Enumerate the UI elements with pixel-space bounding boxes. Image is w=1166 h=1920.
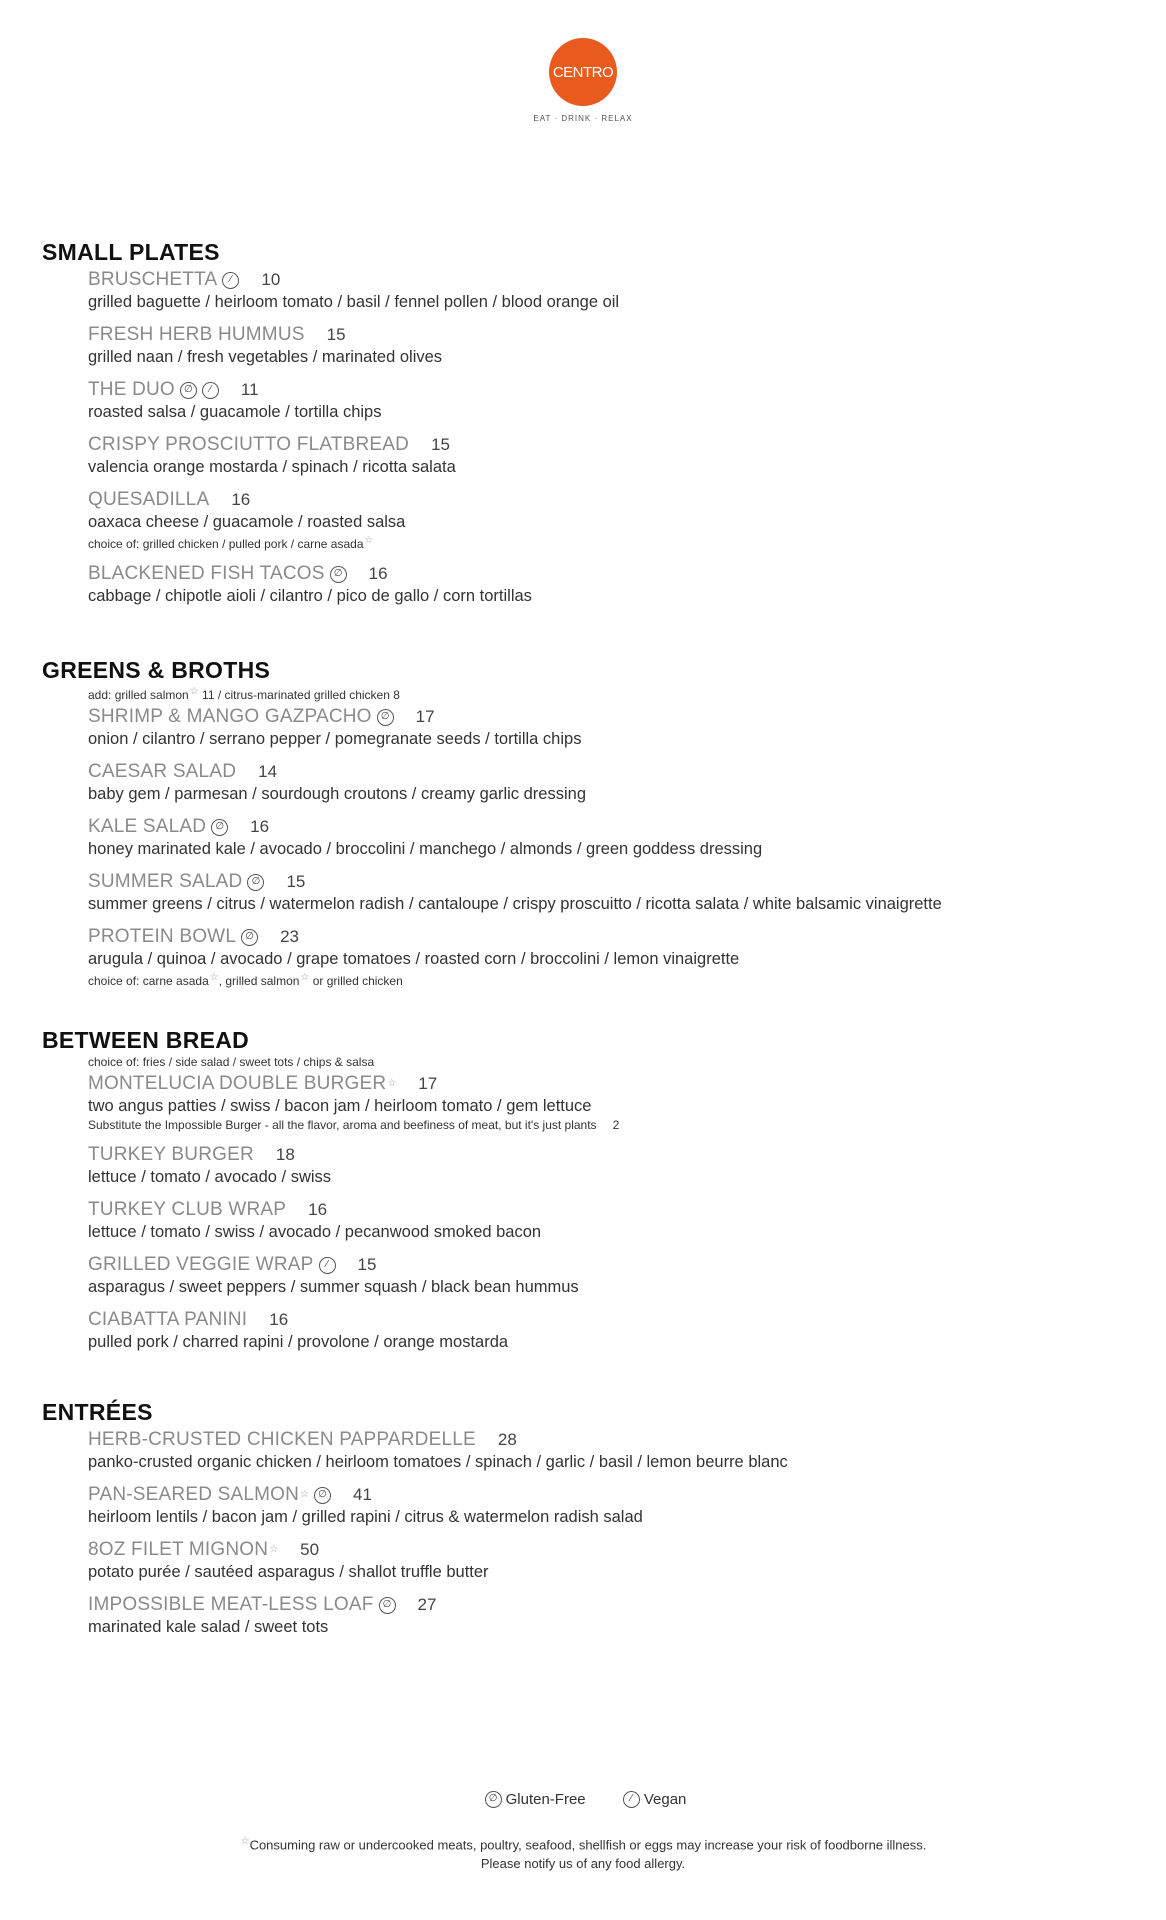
- item-name: BLACKENED FISH TACOS: [88, 563, 325, 584]
- item-price: 16: [231, 490, 251, 509]
- item-price: 11: [240, 380, 259, 399]
- item-name: TURKEY CLUB WRAP: [88, 1199, 287, 1220]
- item-note: [88, 533, 1122, 552]
- menu-item: [88, 562, 1122, 607]
- star-icon: ☆: [189, 686, 199, 697]
- item-note-text: choice of: grilled chicken / pulled pork / carne asada: [88, 537, 364, 551]
- star-icon: ☆: [364, 535, 374, 546]
- legend-vegan: [618, 1791, 687, 1808]
- item-name: QUESADILLA: [88, 489, 210, 510]
- item-description: pulled pork / charred rapini / provolone / orange mostarda: [88, 1333, 509, 1351]
- item-description: cabbage / chipotle aioli / cilantro / pico de gallo / corn tortillas: [88, 587, 532, 605]
- item-price: 18: [275, 1145, 295, 1164]
- star-icon: ☆: [269, 1544, 279, 1555]
- legend-gluten-free: [480, 1791, 586, 1808]
- section-note-text: 11 / citrus-marinated grilled chicken 8: [198, 688, 400, 702]
- section-note-text: add: grilled salmon: [88, 688, 189, 702]
- section-entrees: [42, 1398, 1122, 1638]
- item-price: 15: [431, 435, 450, 454]
- food-safety-disclaimer: [0, 1832, 1166, 1873]
- wheat-crossed-icon: ∅: [241, 929, 258, 946]
- item-price: 14: [258, 762, 278, 781]
- section-note: [88, 684, 1122, 703]
- item-description: panko-crusted organic chicken / heirloom tomatoes / spinach / garlic / basil / lemon beurre blanc: [88, 1453, 788, 1471]
- disclaimer-line: Please notify us of any food allergy.: [480, 1856, 686, 1872]
- item-note-text: Substitute the Impossible Burger - all the flavor, aroma and beefiness of meat, but it's just plants: [88, 1118, 597, 1132]
- item-note-price: 2: [612, 1118, 620, 1132]
- item-description: heirloom lentils / bacon jam / grilled rapini / citrus & watermelon radish salad: [88, 1508, 643, 1526]
- item-price: 50: [300, 1540, 320, 1559]
- item-name: 8OZ FILET MIGNON: [88, 1539, 269, 1560]
- menu-item: [88, 1198, 1122, 1243]
- item-price: 41: [353, 1485, 372, 1504]
- wheat-crossed-icon: ∅: [377, 709, 394, 726]
- item-price: 16: [250, 817, 270, 836]
- section-small-plates: [42, 238, 1122, 607]
- item-name: MONTELUCIA DOUBLE BURGER: [88, 1073, 387, 1094]
- star-icon: ☆: [300, 1489, 310, 1500]
- item-name: IMPOSSIBLE MEAT-LESS LOAF: [88, 1594, 374, 1615]
- item-name: CIABATTA PANINI: [88, 1309, 248, 1330]
- item-name: PAN-SEARED SALMON: [88, 1484, 300, 1505]
- item-description: onion / cilantro / serrano pepper / pomegranate seeds / tortilla chips: [88, 730, 582, 748]
- item-note-text: or grilled chicken: [309, 974, 403, 988]
- section-title: ENTRÉES: [42, 1399, 153, 1425]
- wheat-crossed-icon: ∅: [180, 382, 197, 399]
- item-description: honey marinated kale / avocado / broccolini / manchego / almonds / green goddess dressing: [88, 840, 763, 858]
- section-title: GREENS & BROTHS: [42, 657, 271, 683]
- item-price: 15: [326, 325, 346, 344]
- menu-item: [88, 870, 1122, 915]
- item-description: valencia orange mostarda / spinach / ricotta salata: [88, 458, 456, 476]
- item-description: baby gem / parmesan / sourdough croutons / creamy garlic dressing: [88, 785, 586, 803]
- legend-label: Vegan: [643, 1790, 687, 1808]
- disclaimer-line: [0, 1832, 1166, 1854]
- item-price: 23: [280, 927, 300, 946]
- leaf-icon: ⁄: [202, 382, 219, 399]
- item-description: summer greens / citrus / watermelon radish / cantaloupe / crispy proscuitto / ricotta salata / white balsamic vinaigrette: [88, 895, 942, 913]
- menu-item: [88, 1072, 1122, 1133]
- item-price: 17: [415, 707, 435, 726]
- item-note: [88, 970, 1122, 989]
- wheat-crossed-icon: ∅: [485, 1791, 502, 1808]
- menu-item: [88, 1143, 1122, 1188]
- star-icon: ☆: [209, 972, 219, 983]
- menu-item: [88, 1253, 1122, 1298]
- menu-item: [88, 760, 1122, 805]
- leaf-icon: ⁄: [319, 1257, 336, 1274]
- item-name: TURKEY BURGER: [88, 1144, 254, 1165]
- item-price: 10: [261, 270, 281, 289]
- wheat-crossed-icon: ∅: [211, 819, 228, 836]
- legend-label: Gluten-Free: [505, 1790, 586, 1808]
- item-name: CRISPY PROSCIUTTO FLATBREAD: [88, 434, 410, 455]
- item-note-text: choice of: carne asada: [88, 974, 209, 988]
- menu-item: [88, 815, 1122, 860]
- item-name: HERB-CRUSTED CHICKEN PAPPARDELLE: [88, 1429, 476, 1450]
- item-description: lettuce / tomato / avocado / swiss: [88, 1168, 332, 1186]
- menu-item: [88, 433, 1122, 478]
- item-note-text: , grilled salmon: [218, 974, 300, 988]
- item-description: oaxaca cheese / guacamole / roasted salsa: [88, 513, 406, 531]
- menu-item: [88, 705, 1122, 750]
- item-name: THE DUO: [88, 379, 175, 400]
- item-name: SUMMER SALAD: [88, 871, 243, 892]
- item-price: 16: [308, 1200, 328, 1219]
- star-icon: ☆: [387, 1078, 397, 1089]
- menu-item: [88, 323, 1122, 368]
- item-name: BRUSCHETTA: [88, 269, 218, 290]
- item-price: 27: [417, 1595, 437, 1614]
- item-description: grilled baguette / heirloom tomato / basil / fennel pollen / blood orange oil: [88, 293, 620, 311]
- logo-block: [0, 38, 1166, 123]
- section-title: BETWEEN BREAD: [42, 1027, 250, 1053]
- item-description: lettuce / tomato / swiss / avocado / pecanwood smoked bacon: [88, 1223, 542, 1241]
- item-price: 17: [418, 1074, 438, 1093]
- centro-logo: CENTRO: [549, 38, 617, 106]
- section-note: choice of: fries / side salad / sweet tots / chips & salsa: [88, 1055, 375, 1069]
- item-price: 15: [286, 872, 306, 891]
- menu-item: [88, 1308, 1122, 1353]
- menu-item: [88, 268, 1122, 313]
- item-description: potato purée / sautéed asparagus / shallot truffle butter: [88, 1563, 489, 1581]
- leaf-icon: ⁄: [623, 1791, 640, 1808]
- item-price: 16: [368, 564, 388, 583]
- menu-item: [88, 378, 1122, 423]
- menu-item: [88, 1483, 1122, 1528]
- item-name: KALE SALAD: [88, 816, 207, 837]
- item-name: FRESH HERB HUMMUS: [88, 324, 305, 345]
- section-between-bread: [42, 1026, 1122, 1353]
- dietary-legend: [0, 1788, 1166, 1808]
- section-title: SMALL PLATES: [42, 239, 220, 265]
- item-description: asparagus / sweet peppers / summer squash / black bean hummus: [88, 1278, 579, 1296]
- star-icon: ☆: [240, 1836, 250, 1847]
- item-name: GRILLED VEGGIE WRAP: [88, 1254, 314, 1275]
- item-name: PROTEIN BOWL: [88, 926, 237, 947]
- item-description: two angus patties / swiss / bacon jam / heirloom tomato / gem lettuce: [88, 1097, 592, 1115]
- leaf-icon: ⁄: [222, 272, 239, 289]
- menu-item: [88, 1428, 1122, 1473]
- wheat-crossed-icon: ∅: [330, 566, 347, 583]
- menu-item: [88, 1593, 1122, 1638]
- section-greens-broths: [42, 656, 1122, 989]
- wheat-crossed-icon: ∅: [379, 1597, 396, 1614]
- menu-item: [88, 488, 1122, 552]
- item-description: arugula / quinoa / avocado / grape tomatoes / roasted corn / broccolini / lemon vinaigrette: [88, 950, 740, 968]
- logo-tagline: EAT · DRINK · RELAX: [533, 114, 633, 123]
- item-price: 15: [357, 1255, 377, 1274]
- wheat-crossed-icon: ∅: [247, 874, 264, 891]
- item-name: CAESAR SALAD: [88, 761, 237, 782]
- item-name: SHRIMP & MANGO GAZPACHO: [88, 706, 372, 727]
- menu-item: [88, 1538, 1122, 1583]
- item-description: marinated kale salad / sweet tots: [88, 1618, 329, 1636]
- item-description: grilled naan / fresh vegetables / marinated olives: [88, 348, 443, 366]
- disclaimer-text: Consuming raw or undercooked meats, poultry, seafood, shellfish or eggs may increase your risk of foodborne illness.: [249, 1837, 927, 1853]
- item-price: 28: [497, 1430, 517, 1449]
- menu-item: [88, 925, 1122, 989]
- item-note: [88, 1117, 1122, 1133]
- item-description: roasted salsa / guacamole / tortilla chips: [88, 403, 382, 421]
- wheat-crossed-icon: ∅: [314, 1487, 331, 1504]
- item-price: 16: [269, 1310, 289, 1329]
- star-icon: ☆: [300, 972, 310, 983]
